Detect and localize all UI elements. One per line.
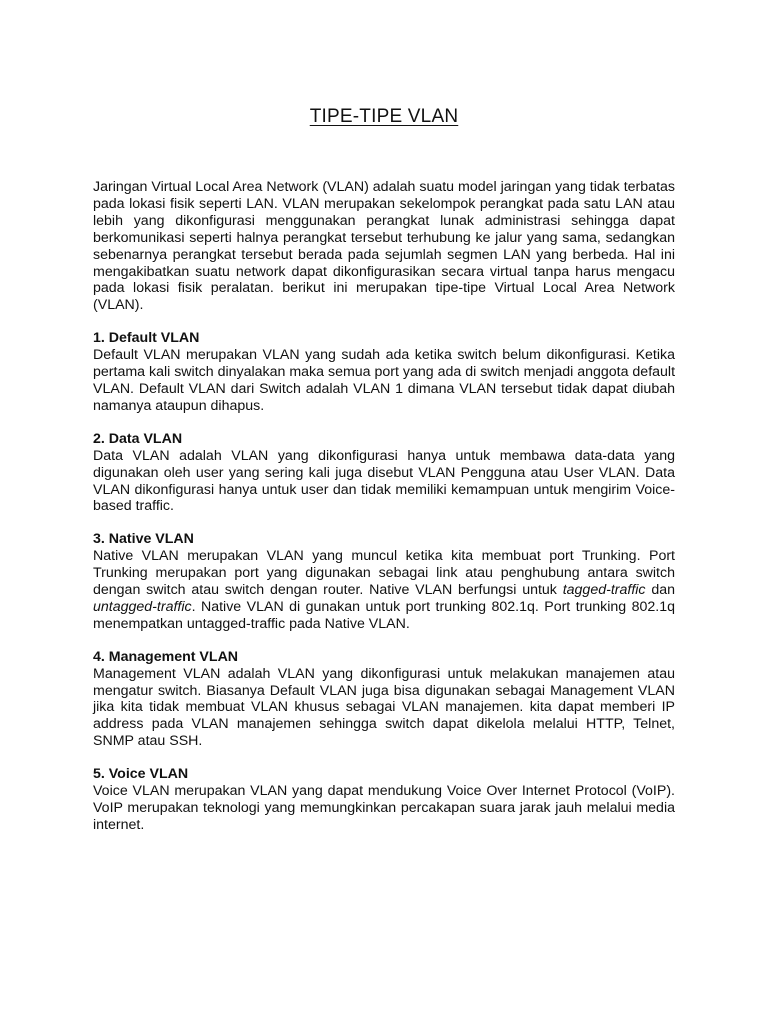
italic-term: tagged-traffic xyxy=(562,582,646,599)
section-voice-vlan xyxy=(93,766,675,834)
body-text-segment: . Native VLAN di gunakan untuk port trunking 802.1q. Port trunking 802.1q menempatkan untagged-traffic pada Native VLAN. xyxy=(93,598,675,632)
section-heading: 2. Data VLAN xyxy=(93,430,183,447)
section-body: Voice VLAN merupakan VLAN yang dapat mendukung Voice Over Internet Protocol (VoIP). VoIP merupakan teknologi yang memungkinkan percakapan suara jarak jauh melalui media internet. xyxy=(93,783,675,833)
section-native-vlan xyxy=(93,531,675,632)
body-text-segment: dan xyxy=(645,582,675,599)
section-heading: 1. Default VLAN xyxy=(93,330,200,347)
section-default-vlan xyxy=(93,330,675,415)
section-data-vlan xyxy=(93,431,675,516)
document-body xyxy=(93,179,675,834)
body-text-segment: Native VLAN merupakan VLAN yang muncul ketika kita membuat port Trunking. Port Trunking merupakan port yang digunakan sebagai link atau penghubung antara switch dengan switch atau switch dengan router. Native VLAN berfungsi untuk xyxy=(93,548,675,599)
italic-term: untagged-traffic xyxy=(93,598,192,615)
section-body: Management VLAN adalah VLAN yang dikonfigurasi untuk melakukan manajemen atau mengatur switch. Biasanya Default VLAN juga bisa digunakan sebagai Management VLAN jika kita tidak membuat VLAN khusus sebagai VLAN manajemen. kita dapat memberi IP address pada VLAN manajemen sehingga switch dapat dikelola melalui HTTP, Telnet, SNMP atau SSH. xyxy=(93,665,675,750)
section-management-vlan xyxy=(93,649,675,750)
section-body: Default VLAN merupakan VLAN yang sudah ada ketika switch belum dikonfigurasi. Ketika pertama kali switch dinyalakan maka semua port yang ada di switch menjadi anggota default VLAN. Default VLAN dari Switch adalah VLAN 1 dimana VLAN tersebut tidak dapat diubah namanya ataupun dihapus. xyxy=(93,347,676,414)
section-body xyxy=(93,548,675,633)
section-heading: 3. Native VLAN xyxy=(93,531,194,548)
section-body: Data VLAN adalah VLAN yang dikonfigurasi hanya untuk membawa data-data yang digunakan oleh user yang sering kali juga disebut VLAN Pengguna atau User VLAN. Data VLAN dikonfigurasi hanya untuk user dan tidak memiliki kemampuan untuk mengirim Voice-based traffic. xyxy=(93,447,675,515)
section-heading: 4. Management VLAN xyxy=(93,648,239,665)
page-title: TIPE-TIPE VLAN xyxy=(309,106,459,127)
intro-paragraph: Jaringan Virtual Local Area Network (VLAN) adalah suatu model jaringan yang tidak terbatas pada lokasi fisik seperti LAN. VLAN merupakan sekelompok perangkat pada satu LAN atau lebih yang dikonfigurasi menggunakan perangkat lunak administrasi sehingga dapat berkomunikasi seperti halnya perangkat tersebut terhubung ke jalur yang sama, sedangkan sebenarnya perangkat tersebut berada pada sejumlah segmen LAN yang berbeda. Hal ini mengakibatkan suatu network dapat dikonfigurasikan secara virtual tanpa harus mengacu pada lokasi fisik peralatan. berikut ini merupakan tipe-tipe Virtual Local Area Network (VLAN). xyxy=(93,179,675,314)
section-heading: 5. Voice VLAN xyxy=(93,766,189,783)
